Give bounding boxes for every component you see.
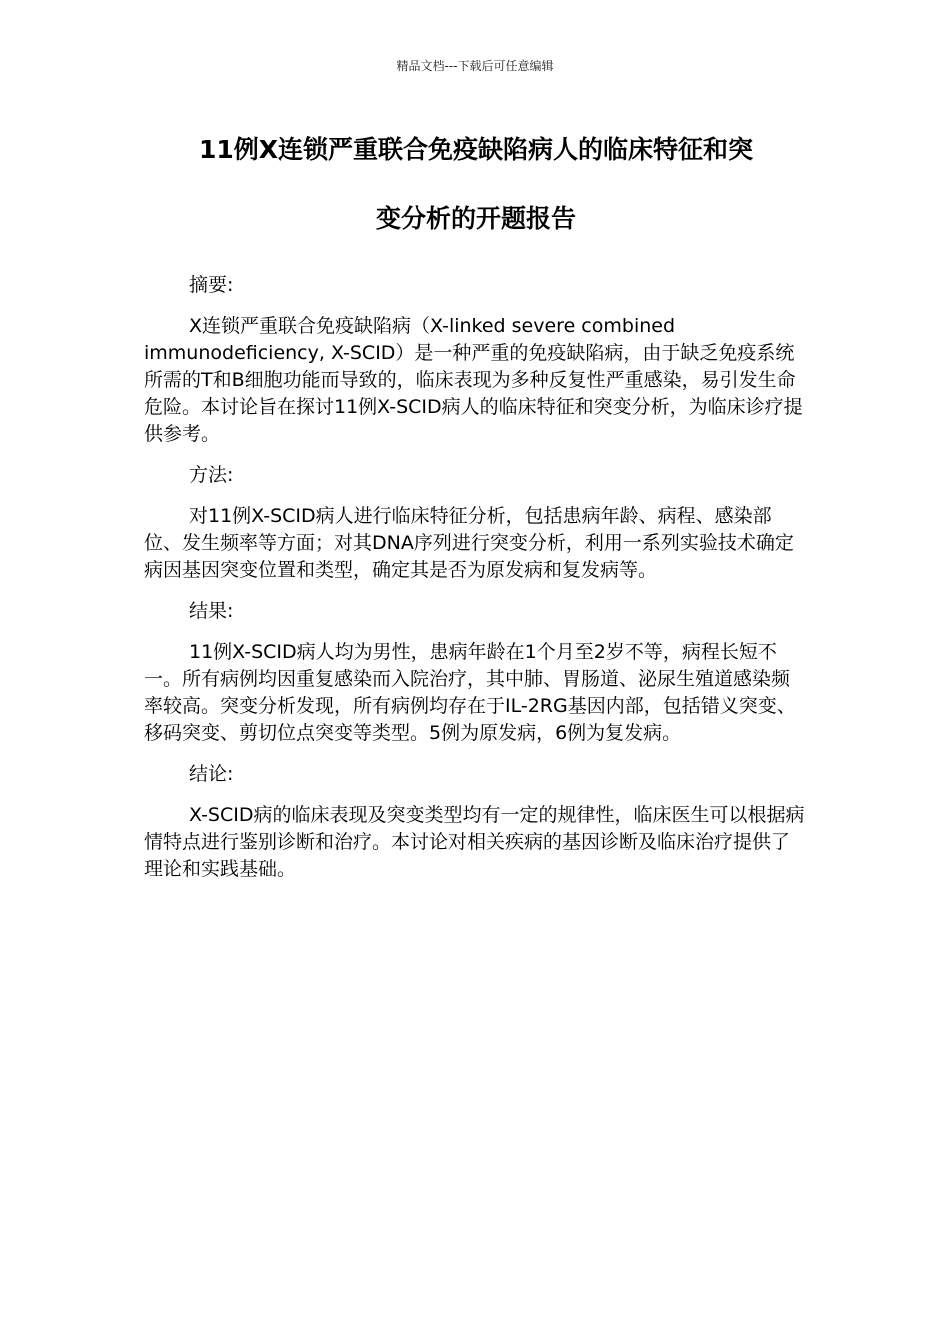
section-text-results: 11例X-SCID病人均为男性，患病年龄在1个月至2岁不等，病程长短不一。所有病例均因重复感染而入院治疗，其中肺、胃肠道、泌尿生殖道感染频率较高。突变分析发现，所有病例均存在于IL-2RG基因内部，包括错义突变、移码突变、剪切位点突变等类型。5例为原发病，6例为复发病。	[144, 641, 796, 744]
header-note: 精品文档---下载后可任意编辑	[396, 59, 554, 73]
section-label-abstract: 摘要:	[189, 274, 234, 296]
section-label-conclusion: 结论:	[189, 763, 234, 785]
title-line-1: 11例X连锁严重联合免疫缺陷病人的临床特征和突	[198, 135, 754, 164]
document-body	[144, 272, 806, 883]
section-label-results: 结果:	[189, 600, 234, 622]
section-text-methods: 对11例X-SCID病人进行临床特征分析，包括患病年龄、病程、感染部位、发生频率等方面；对其DNA序列进行突变分析，利用一系列实验技术确定病因基因突变位置和类型，确定其是否为原发病和复发病等。	[144, 505, 794, 581]
document-title	[146, 132, 806, 236]
section-text-conclusion: X-SCID病的临床表现及突变类型均有一定的规律性，临床医生可以根据病情特点进行鉴别诊断和治疗。本讨论对相关疾病的基因诊断及临床治疗提供了理论和实践基础。	[144, 804, 805, 880]
section-text-abstract: X连锁严重联合免疫缺陷病（X-linked severe combined immunodeficiency, X-SCID）是一种严重的免疫缺陷病，由于缺乏免疫系统所需的T和B细胞功能而导致的，临床表现为多种反复性严重感染，易引发生命危险。本讨论旨在探讨11例X-SCID病人的临床特征和突变分析，为临床诊疗提供参考。	[144, 315, 803, 445]
section-label-methods: 方法:	[189, 464, 234, 486]
title-line-2: 变分析的开题报告	[375, 204, 576, 233]
